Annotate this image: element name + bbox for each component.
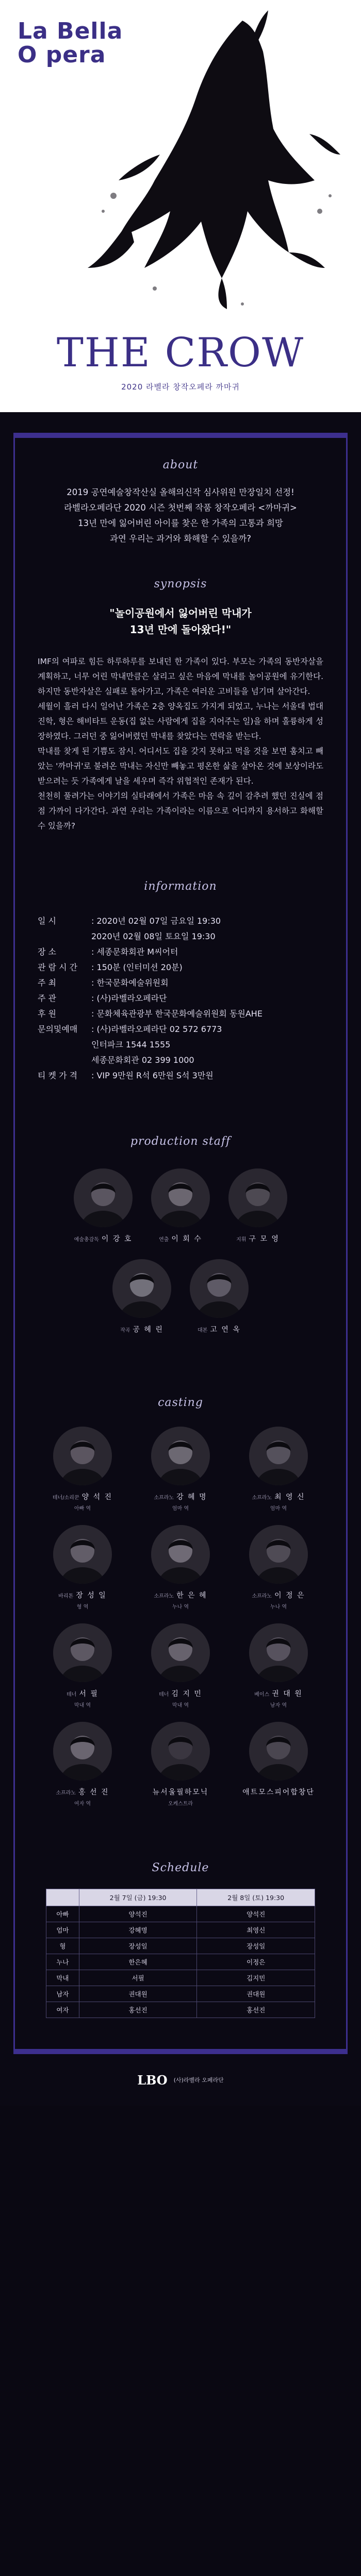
cast-voice-type: 바리톤 <box>58 1594 74 1599</box>
cast-card <box>132 1525 229 1610</box>
schedule-row <box>46 1954 315 1970</box>
schedule-cell: 권대원 <box>79 1986 197 2002</box>
cast-voice-type: 소프라노 <box>56 1790 76 1796</box>
information-key: 관 람 시 간 <box>38 962 78 972</box>
staff-card <box>180 1259 258 1334</box>
schedule-cell: 양석진 <box>79 1906 197 1922</box>
information-list <box>38 913 323 1083</box>
logo-line-2: O pera <box>18 42 106 69</box>
information-key: 주 최 <box>38 978 56 988</box>
person-silhouette-icon <box>53 1623 112 1682</box>
portrait-photo <box>112 1259 171 1318</box>
schedule-cell: 최영신 <box>197 1922 315 1938</box>
staff-caption <box>103 1324 180 1334</box>
cast-voice-type: 소프라노 <box>252 1594 272 1599</box>
cast-part: 누나 역 <box>270 1604 287 1610</box>
schedule-cell: 막내 <box>46 1970 79 1986</box>
staff-caption <box>180 1324 258 1334</box>
staff-name: 공 혜 린 <box>133 1326 163 1334</box>
information-key: 문의및예매 <box>38 1024 78 1034</box>
cast-caption <box>229 1590 327 1600</box>
cast-caption <box>34 1590 132 1600</box>
staff-role: 대본 <box>198 1328 208 1333</box>
about-line: 2019 공연예술창작산실 올해의신작 심사위원 만장일치 선정! <box>67 487 294 497</box>
cast-card <box>229 1427 327 1512</box>
information-key <box>38 929 91 944</box>
staff-caption <box>142 1233 219 1244</box>
staff-name: 구 모 영 <box>249 1235 280 1243</box>
about-heading: about <box>162 459 199 471</box>
person-silhouette-icon <box>151 1168 210 1227</box>
cast-part: 엄마 역 <box>172 1506 189 1512</box>
portrait-photo <box>151 1525 210 1584</box>
information-key: 장 소 <box>38 947 56 957</box>
cast-list <box>30 1427 331 1820</box>
schedule-row <box>46 1906 315 1922</box>
cast-card <box>132 1623 229 1708</box>
information-row <box>38 991 323 1006</box>
schedule-cell: 누나 <box>46 1954 79 1970</box>
staff-name: 고 연 옥 <box>210 1326 241 1334</box>
staff-card <box>142 1168 219 1244</box>
cast-card <box>34 1525 132 1610</box>
person-silhouette-icon <box>53 1722 112 1781</box>
person-silhouette-icon <box>249 1427 308 1485</box>
cast-caption <box>132 1787 229 1797</box>
casting-section <box>15 1370 346 1836</box>
person-silhouette-icon <box>151 1623 210 1682</box>
schedule-body <box>46 1906 315 2018</box>
top-band <box>13 433 348 438</box>
schedule-section <box>15 1836 346 2049</box>
cast-name: 장 성 일 <box>76 1591 107 1600</box>
schedule-cell: 홍선진 <box>197 2002 315 2018</box>
schedule-cell: 강혜명 <box>79 1922 197 1938</box>
cast-voice-type: 소프라노 <box>252 1495 272 1501</box>
schedule-table <box>46 1889 315 2018</box>
schedule-cell: 남자 <box>46 1986 79 2002</box>
person-silhouette-icon <box>74 1168 133 1227</box>
schedule-cell: 형 <box>46 1938 79 1954</box>
information-value: : (사)라벨라오페라단 02 572 6773 <box>91 1024 222 1034</box>
schedule-cell: 권대원 <box>197 1986 315 2002</box>
staff-role: 연출 <box>159 1237 169 1243</box>
staff-role: 지휘 <box>236 1237 247 1243</box>
schedule-column-header: 2월 8일 (토) 19:30 <box>197 1889 315 1906</box>
schedule-cell: 김지민 <box>197 1970 315 1986</box>
portrait-photo <box>151 1168 210 1227</box>
cast-name: 서 필 <box>79 1690 99 1698</box>
schedule-row <box>46 1938 315 1954</box>
synopsis-paragraph: IMF의 여파로 힘든 하루하루를 보내던 한 가족이 있다. 부모는 가족의 동반자살을 계획하고, 너무 어린 막내만큼은 살리고 싶은 마음에 막내를 놀이공원에 유기한다. 하지만 동반자살은 실패로 돌아가고, 가족은 여러운 고비들을 넘기며 살아간다. <box>38 657 323 696</box>
poster-subtitle: 2020 라벨라 창작오페라 까마귀 <box>121 382 240 392</box>
person-silhouette-icon <box>112 1259 171 1318</box>
information-row <box>38 1037 323 1053</box>
cast-caption <box>132 1492 229 1502</box>
main-content <box>0 412 361 2106</box>
cast-name: 강 혜 명 <box>176 1493 207 1501</box>
information-row <box>38 1022 323 1037</box>
portrait-photo <box>249 1427 308 1485</box>
portrait-photo <box>53 1623 112 1682</box>
schedule-cell: 홍선진 <box>79 2002 197 2018</box>
portrait-photo <box>151 1623 210 1682</box>
information-value: : VIP 9만원 R석 6만원 S석 3만원 <box>91 1071 214 1080</box>
staff-caption <box>64 1233 142 1244</box>
cast-caption <box>34 1787 132 1797</box>
information-key: 주 관 <box>38 993 56 1003</box>
cast-card <box>229 1722 327 1807</box>
person-silhouette-icon <box>249 1722 308 1781</box>
cast-name: 이 정 은 <box>274 1591 305 1600</box>
cast-caption <box>34 1492 132 1502</box>
information-value: : 세종문화회관 M씨어터 <box>91 947 178 957</box>
information-key <box>38 1037 91 1053</box>
portrait-photo <box>249 1623 308 1682</box>
portrait-photo <box>151 1722 210 1781</box>
portrait-photo <box>53 1525 112 1584</box>
about-line: 과연 우리는 과거와 화해할 수 있을까? <box>109 534 252 544</box>
cast-voice-type: 소프라노 <box>154 1495 174 1501</box>
person-silhouette-icon <box>53 1525 112 1584</box>
schedule-cell: 서필 <box>79 1970 197 1986</box>
cast-part: 여자 역 <box>74 1801 91 1807</box>
synopsis-paragraph: 천천히 풀려가는 이야기의 실타래에서 가족은 마음 속 깊이 감추려 했던 진실에 점점 가까이 다가간다. 과연 우리는 가족이라는 이름으로 어디까지 용서하고 화해할 수 있을까? <box>38 791 323 831</box>
information-section <box>15 844 346 1104</box>
information-row <box>38 1068 323 1083</box>
cast-part: 엄마 역 <box>270 1506 287 1512</box>
schedule-row <box>46 2002 315 2018</box>
schedule-cell: 양석진 <box>197 1906 315 1922</box>
information-key: 일 시 <box>38 916 56 926</box>
footer-company-name: (사)라벨라 오페라단 <box>173 2077 224 2083</box>
synopsis-lead-line: "놀이공원에서 잃어버린 막내가 <box>109 607 252 619</box>
portrait-photo <box>228 1168 287 1227</box>
information-value: : 문화체육관광부 한국문화예술위원회 동원AHE <box>91 1009 262 1019</box>
company-logo <box>18 20 123 67</box>
information-row <box>38 1006 323 1022</box>
information-value: 2020년 02월 08일 토요일 19:30 <box>91 931 216 941</box>
information-key <box>38 1053 91 1068</box>
synopsis-heading: synopsis <box>154 578 207 590</box>
bottom-band <box>13 2049 348 2054</box>
information-row <box>38 929 323 944</box>
information-row <box>38 1053 323 1068</box>
portrait-photo <box>53 1427 112 1485</box>
cast-caption <box>229 1688 327 1699</box>
cast-caption <box>132 1688 229 1699</box>
staff-card <box>103 1259 180 1334</box>
information-value: 세종문화회관 02 399 1000 <box>91 1055 194 1065</box>
cast-card <box>34 1722 132 1807</box>
staff-name: 이 강 호 <box>101 1235 133 1243</box>
information-row <box>38 975 323 991</box>
person-silhouette-icon <box>190 1259 249 1318</box>
footer <box>0 2054 361 2106</box>
poster-title: THE CROW <box>56 330 305 376</box>
synopsis-paragraph: 막내를 찾게 된 기쁨도 잠시. 어디서도 집을 갖지 못하고 먹을 것을 보면 훔치고 빼았는 '까마귀'로 불려온 막내는 자신만 빼놓고 평온한 삶을 살아온 것에 보상이라도 받으려는 듯 가족에게 날을 세우며 즉각 위협적인 존재가 된다. <box>38 747 323 786</box>
cast-card <box>229 1525 327 1610</box>
cast-name: 뉴서울필하모닉 <box>152 1788 209 1797</box>
schedule-cell: 장성일 <box>79 1938 197 1954</box>
cast-name: 양 석 진 <box>81 1493 113 1501</box>
portrait-photo <box>151 1427 210 1485</box>
cast-voice-type: 테너 <box>67 1692 77 1698</box>
cast-part: 아빠 역 <box>74 1506 91 1512</box>
cast-card <box>132 1427 229 1512</box>
footer-logo: LBO <box>137 2072 168 2088</box>
schedule-cell: 장성일 <box>197 1938 315 1954</box>
synopsis-lead-line: 13년 만에 돌아왔다!" <box>129 623 232 636</box>
schedule-cell: 한은혜 <box>79 1954 197 1970</box>
person-silhouette-icon <box>249 1525 308 1584</box>
about-line: 라벨라오페라단 2020 시즌 첫번째 작품 창작오페라 <까마귀> <box>64 503 297 513</box>
cast-part: 오케스트라 <box>168 1801 193 1807</box>
about-line: 13년 만에 잃어버린 아이를 찾은 한 가족의 고통과 희망 <box>78 518 283 528</box>
schedule-row <box>46 1922 315 1938</box>
portrait-photo <box>53 1722 112 1781</box>
information-value: : 한국문화예술위원회 <box>91 978 169 988</box>
person-silhouette-icon <box>151 1525 210 1584</box>
person-silhouette-icon <box>228 1168 287 1227</box>
content-frame <box>13 438 348 2049</box>
information-row <box>38 913 323 929</box>
cast-part: 막내 역 <box>172 1703 189 1708</box>
cast-card <box>229 1623 327 1708</box>
cast-voice-type: 소프라노 <box>154 1594 174 1599</box>
cast-name: 김 지 민 <box>171 1690 202 1698</box>
cast-voice-type: 테너 <box>159 1692 169 1698</box>
production-staff-heading: production staff <box>130 1135 231 1148</box>
staff-card <box>64 1168 142 1244</box>
cast-name: 홍 선 진 <box>78 1788 109 1797</box>
schedule-cell: 여자 <box>46 2002 79 2018</box>
synopsis-lead <box>38 605 323 638</box>
person-silhouette-icon <box>53 1427 112 1485</box>
synopsis-paragraph: 세월이 흘러 다시 일어난 가족은 2층 양옥집도 가지게 되었고, 누나는 서울대 법대 진학, 형은 해비타트 운동(집 없는 사람에게 집을 지어주는 일)을 하며 훌륭하게 성장하였다. 그러던 중 잃어버렸던 막내를 찾았다는 연락을 받는다. <box>38 702 323 741</box>
cast-part: 막내 역 <box>74 1703 91 1708</box>
schedule-column-header <box>46 1889 79 1906</box>
schedule-header-row <box>46 1889 315 1906</box>
portrait-photo <box>249 1722 308 1781</box>
cast-part: 남자 역 <box>270 1703 287 1708</box>
cast-caption <box>229 1492 327 1502</box>
information-value: : 2020년 02월 07일 금요일 19:30 <box>91 916 221 926</box>
information-row <box>38 944 323 960</box>
cast-name: 애트모스피어합창단 <box>242 1788 315 1797</box>
staff-role: 예술총감독 <box>74 1237 99 1243</box>
information-value: 인터파크 1544 1555 <box>91 1040 171 1049</box>
person-silhouette-icon <box>249 1623 308 1682</box>
information-value: : (사)라벨라오페라단 <box>91 993 167 1003</box>
cast-part: 누나 역 <box>172 1604 189 1610</box>
staff-role: 작곡 <box>120 1328 130 1333</box>
production-staff-section <box>15 1104 346 1370</box>
portrait-photo <box>249 1525 308 1584</box>
person-silhouette-icon <box>151 1722 210 1781</box>
cast-part: 형 역 <box>76 1604 89 1610</box>
staff-name: 이 회 수 <box>171 1235 202 1243</box>
schedule-column-header: 2월 7일 (금) 19:30 <box>79 1889 197 1906</box>
person-silhouette-icon <box>151 1427 210 1485</box>
hero-poster <box>0 0 361 412</box>
cast-caption <box>132 1590 229 1600</box>
information-heading: information <box>144 880 217 893</box>
about-section <box>15 438 346 562</box>
schedule-row <box>46 1970 315 1986</box>
cast-caption <box>229 1787 327 1797</box>
synopsis-section <box>15 562 346 844</box>
staff-card <box>219 1168 297 1244</box>
information-row <box>38 960 323 975</box>
cast-card <box>34 1427 132 1512</box>
schedule-cell: 엄마 <box>46 1922 79 1938</box>
portrait-photo <box>74 1168 133 1227</box>
information-key: 후 원 <box>38 1009 56 1019</box>
cast-name: 최 영 신 <box>274 1493 305 1501</box>
cast-card <box>34 1623 132 1708</box>
cast-name: 한 은 혜 <box>176 1591 207 1600</box>
staff-list <box>30 1168 331 1350</box>
schedule-heading: Schedule <box>152 1861 209 1874</box>
logo-line-1: La Bella <box>18 18 123 44</box>
cast-voice-type: 테너/소리꾼 <box>52 1495 79 1501</box>
information-key: 티 켓 가 격 <box>38 1071 78 1080</box>
cast-card <box>132 1722 229 1807</box>
cast-voice-type: 베이스 <box>254 1692 270 1698</box>
schedule-row <box>46 1986 315 2002</box>
portrait-photo <box>190 1259 249 1318</box>
cast-name: 권 대 원 <box>272 1690 303 1698</box>
staff-caption <box>219 1233 297 1244</box>
casting-heading: casting <box>158 1396 203 1409</box>
information-value: : 150분 (인터미션 20분) <box>91 962 183 972</box>
schedule-cell: 이정은 <box>197 1954 315 1970</box>
cast-caption <box>34 1688 132 1699</box>
schedule-cell: 아빠 <box>46 1906 79 1922</box>
